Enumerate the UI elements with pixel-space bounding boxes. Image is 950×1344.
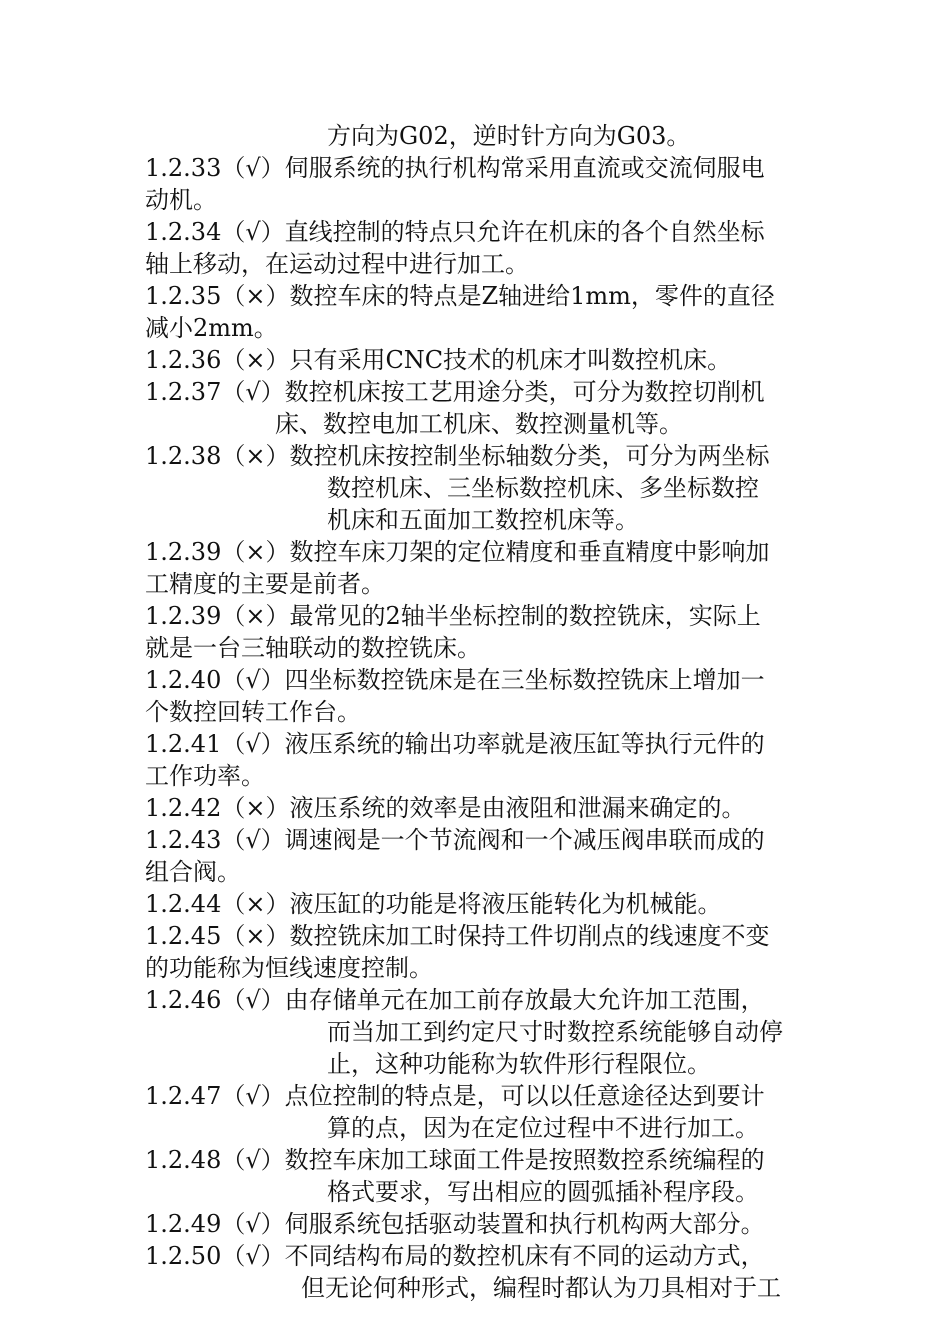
- text-line: 数控机床、三坐标数控机床、多坐标数控: [327, 474, 759, 502]
- text-line: 床、数控电加工机床、数控测量机等。: [275, 410, 683, 438]
- text-line: 组合阀。: [145, 858, 241, 886]
- text-line: 1.2.37（√）数控机床按工艺用途分类，可分为数控切削机: [145, 378, 765, 406]
- text-line: 1.2.49（√）伺服系统包括驱动装置和执行机构两大部分。: [145, 1210, 765, 1238]
- text-line: 1.2.39（×）最常见的2轴半坐标控制的数控铣床，实际上: [145, 602, 761, 630]
- text-line: 1.2.36（×）只有采用CNC技术的机床才叫数控机床。: [145, 346, 732, 374]
- text-line: 工精度的主要是前者。: [145, 570, 385, 598]
- text-line: 个数控回转工作台。: [145, 698, 361, 726]
- text-line: 1.2.48（√）数控车床加工球面工件是按照数控系统编程的: [145, 1146, 765, 1174]
- text-line: 格式要求，写出相应的圆弧插补程序段。: [327, 1178, 759, 1206]
- document-body: [145, 120, 810, 1304]
- text-line: 方向为G02，逆时针方向为G03。: [327, 122, 691, 150]
- text-line: 轴上移动，在运动过程中进行加工。: [145, 250, 529, 278]
- text-line: 动机。: [145, 186, 217, 214]
- text-line: 1.2.47（√）点位控制的特点是，可以以任意途径达到要计: [145, 1082, 765, 1110]
- text-line: 1.2.50（√）不同结构布局的数控机床有不同的运动方式，: [145, 1242, 765, 1270]
- text-line: 算的点，因为在定位过程中不进行加工。: [327, 1114, 759, 1142]
- text-line: 而当加工到约定尺寸时数控系统能够自动停: [327, 1018, 783, 1046]
- text-line: 1.2.39（×）数控车床刀架的定位精度和垂直精度中影响加: [145, 538, 770, 566]
- text-line: 就是一台三轴联动的数控铣床。: [145, 634, 481, 662]
- text-line: 1.2.46（√）由存储单元在加工前存放最大允许加工范围，: [145, 986, 765, 1014]
- text-line: 1.2.45（×）数控铣床加工时保持工件切削点的线速度不变: [145, 922, 770, 950]
- text-line: 1.2.38（×）数控机床按控制坐标轴数分类，可分为两坐标: [145, 442, 770, 470]
- text-line: 1.2.40（√）四坐标数控铣床是在三坐标数控铣床上增加一: [145, 666, 765, 694]
- text-line: 机床和五面加工数控机床等。: [327, 506, 639, 534]
- text-line: 1.2.33（√）伺服系统的执行机构常采用直流或交流伺服电: [145, 154, 765, 182]
- text-line: 1.2.34（√）直线控制的特点只允许在机床的各个自然坐标: [145, 218, 765, 246]
- text-line: 1.2.35（×）数控车床的特点是Z轴进给1mm，零件的直径: [145, 282, 775, 310]
- text-line: 1.2.42（×）液压系统的效率是由液阻和泄漏来确定的。: [145, 794, 746, 822]
- text-line: 工作功率。: [145, 762, 265, 790]
- text-line: 减小2mm。: [145, 314, 278, 342]
- text-line: 1.2.43（√）调速阀是一个节流阀和一个减压阀串联而成的: [145, 826, 765, 854]
- text-line: 1.2.41（√）液压系统的输出功率就是液压缸等执行元件的: [145, 730, 765, 758]
- text-line: 的功能称为恒线速度控制。: [145, 954, 433, 982]
- text-line: 1.2.44（×）液压缸的功能是将液压能转化为机械能。: [145, 890, 722, 918]
- text-line: 止，这种功能称为软件形行程限位。: [327, 1050, 711, 1078]
- text-line: 但无论何种形式，编程时都认为刀具相对于工: [301, 1274, 781, 1302]
